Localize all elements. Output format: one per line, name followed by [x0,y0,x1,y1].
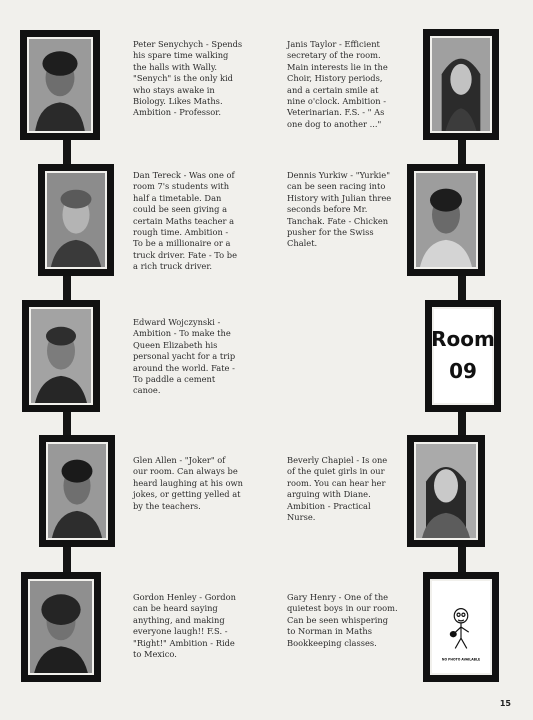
portrait-photo [45,171,107,269]
photo-frame-dan [38,164,114,276]
portrait-photo [46,442,108,540]
photo-frame-gary [423,572,499,682]
room-sign [425,300,501,412]
photo-frame-edward [22,300,100,412]
bio-janis: Janis Taylor - Efficient secretary of the room. Main interests lie in the Choir, History periods, and a certain smile at nine o'clock. Ambition - Veterinarian. F.S. - " As one dog to another ..." [287,39,388,129]
portrait-photo [28,579,94,675]
bio-dennis: Dennis Yurkiw - "Yurkie" can be seen racing into History with Julian three seconds before Mr. Tanchak. Fate - Chicken pusher for the Swiss Chalet. [287,170,392,249]
photo-frame-dennis [407,164,485,276]
photo-frame-glen [39,435,115,547]
bio-gordon: Gordon Henley - Gordon can be heard saying anything, and making everyone laugh!! F.S. - "Right!" Ambition - Ride to Mexico. [133,592,236,660]
bio-peter: Peter Senychych - Spends his spare time walking the halls with Wally. "Senych" is the only kid who stays awake in Biology. Likes Maths. Ambition - Professor. [133,39,243,118]
bio-glen: Glen Allen - "Joker" of our room. Can always be heard laughing at his own jokes, or getting yelled at by the teachers. [133,455,243,511]
photo-frame-janis [423,29,499,140]
bio-dan: Dan Tereck - Was one of room 7's students with half a timetable. Dan could be seen giving a certain Maths teacher a rough time. Ambition - To be a millionaire or a truck driver. Fate - To be a rich truck driver. [133,170,238,272]
bio-gary: Gary Henry - One of the quietest boys in our room. Can be seen whispering to Norman in Maths Bookkeeping classes. [287,592,398,648]
room-number: 09 [449,359,477,383]
portrait-photo [27,37,93,133]
portrait-photo [430,36,492,133]
bio-edward: Edward Wojczynski - Ambition - To make the Queen Elizabeth his personal yacht for a trip around the world. Fate - To paddle a cement canoe. [133,317,236,396]
photo-frame-gordon [21,572,101,682]
portrait-photo [414,171,478,269]
photo-frame-beverly [407,435,485,547]
no-photo-placeholder [430,579,492,675]
portrait-photo [29,307,93,405]
bio-beverly: Beverly Chapiel - Is one of the quiet girls in our room. You can hear her arguing with Diane. Ambition - Practical Nurse. [287,455,388,523]
page-number: 15 [499,699,511,708]
no-photo-caption: NO PHOTO AVAILABLE [441,657,481,662]
portrait-photo [414,442,478,540]
room-label: Room [431,327,495,351]
photo-frame-peter [20,30,100,140]
